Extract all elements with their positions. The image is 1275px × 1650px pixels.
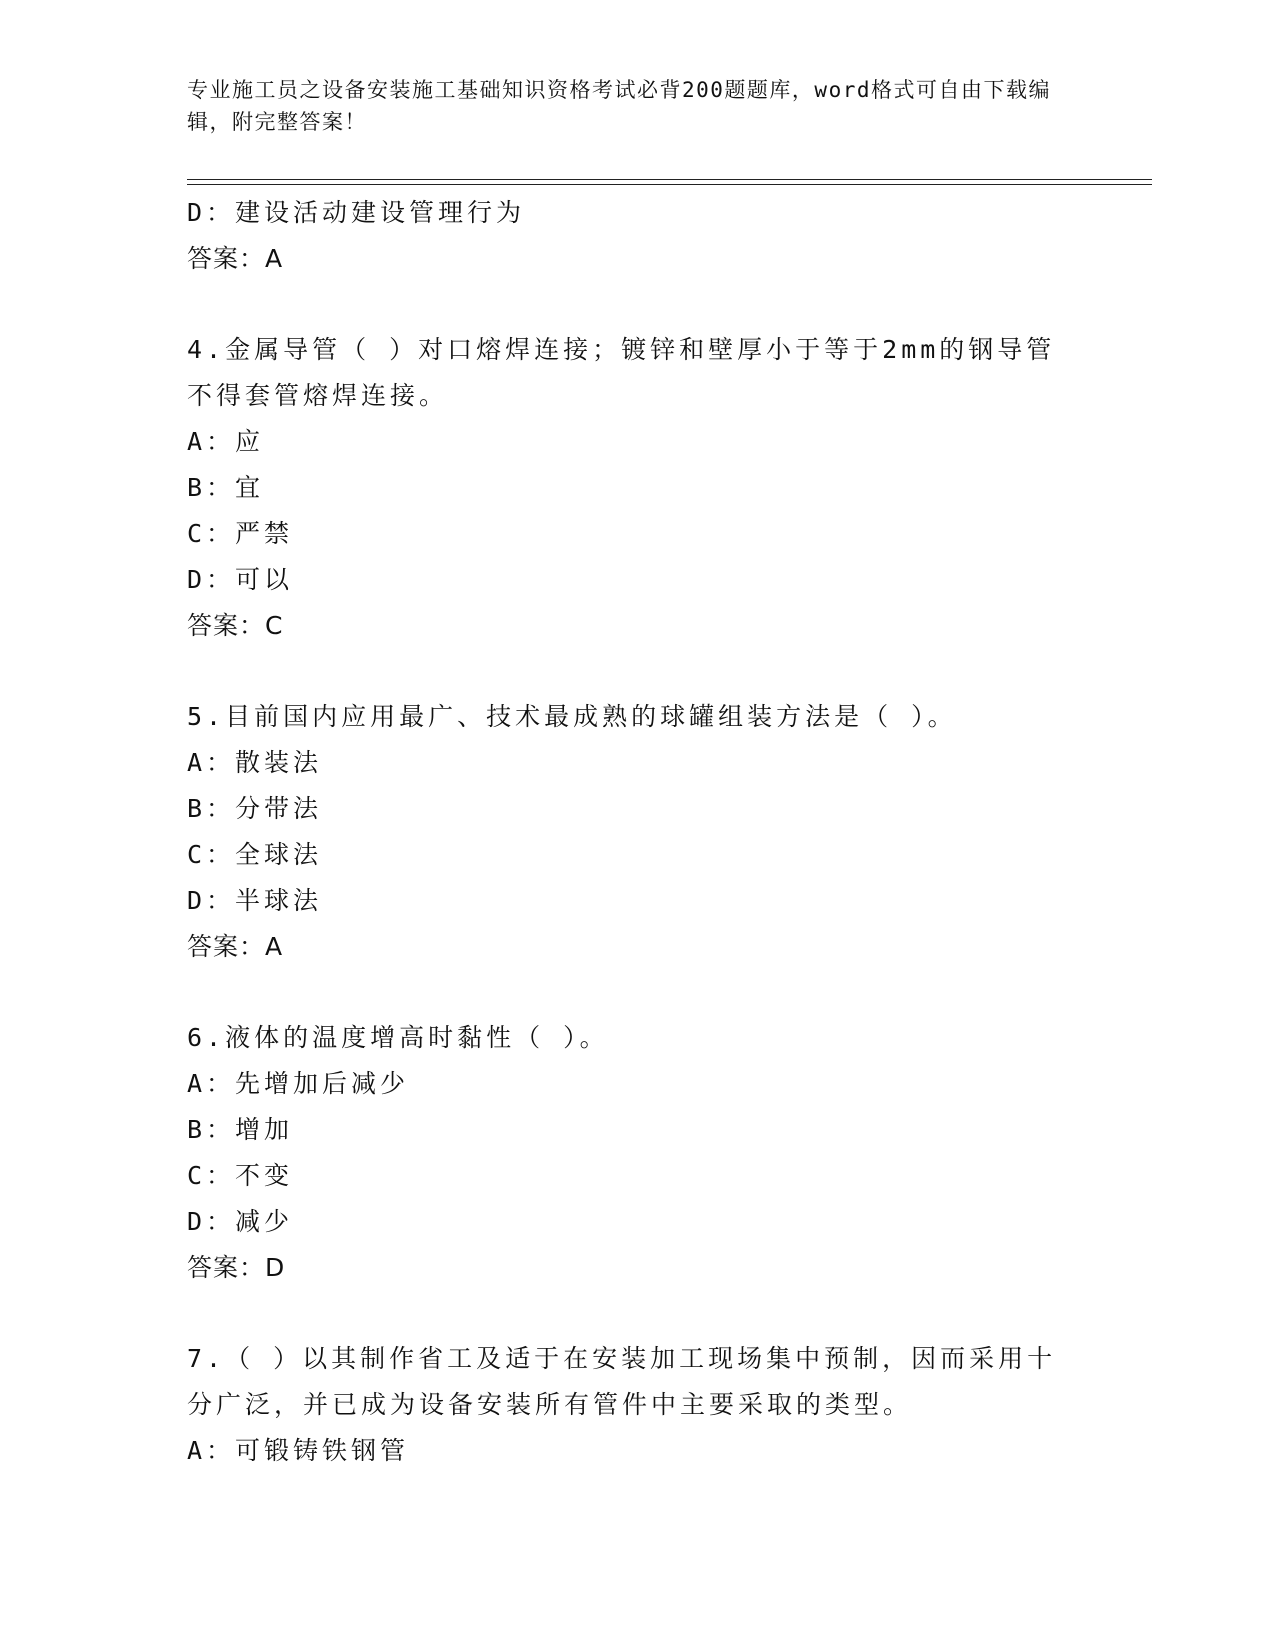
spacer	[187, 970, 1087, 1015]
answer: 答案：A	[187, 932, 284, 961]
option-d: D：减少	[187, 1207, 294, 1236]
option-c: C：不变	[187, 1161, 294, 1190]
option-a: A：先增加后减少	[187, 1069, 410, 1098]
question-list	[187, 190, 1087, 1474]
option-b: B：增加	[187, 1115, 294, 1144]
option-b: B：宜	[187, 473, 265, 502]
question-3-tail	[187, 190, 1087, 282]
question-stem: 5.目前国内应用最广、技术最成熟的球罐组装方法是（ ）。	[187, 702, 957, 731]
option-c: C：全球法	[187, 840, 323, 869]
option-a: A：可锻铸铁钢管	[187, 1436, 410, 1465]
spacer	[187, 1291, 1087, 1336]
spacer	[187, 649, 1087, 694]
question-stem: 6.液体的温度增高时黏性（ ）。	[187, 1023, 609, 1052]
option-d: D：半球法	[187, 886, 323, 915]
option-a: A：散装法	[187, 748, 323, 777]
answer: 答案：C	[187, 611, 284, 640]
option-c: C：严禁	[187, 519, 294, 548]
option-d: D：可以	[187, 565, 294, 594]
header-rule-bottom	[187, 184, 1152, 185]
document-header: 专业施工员之设备安装施工基础知识资格考试必背200题题库，word格式可自由下载编辑，附完整答案！	[187, 78, 1051, 134]
question-stem: 7.（ ）以其制作省工及适于在安装加工现场集中预制，因而采用十分广泛，并已成为设备安装所有管件中主要采取的类型。	[187, 1344, 1057, 1419]
option-a: A：应	[187, 427, 265, 456]
spacer	[187, 282, 1087, 327]
question-7	[187, 1336, 1087, 1474]
header-rule-top	[187, 179, 1152, 180]
answer: 答案：D	[187, 1253, 286, 1282]
option-d: D：建设活动建设管理行为	[187, 198, 526, 227]
question-stem: 4.金属导管（ ）对口熔焊连接；镀锌和壁厚小于等于2mm的钢导管不得套管熔焊连接。	[187, 335, 1056, 410]
question-4	[187, 327, 1087, 649]
question-6	[187, 1015, 1087, 1291]
option-b: B：分带法	[187, 794, 323, 823]
question-5	[187, 694, 1087, 970]
answer: 答案：A	[187, 244, 284, 273]
